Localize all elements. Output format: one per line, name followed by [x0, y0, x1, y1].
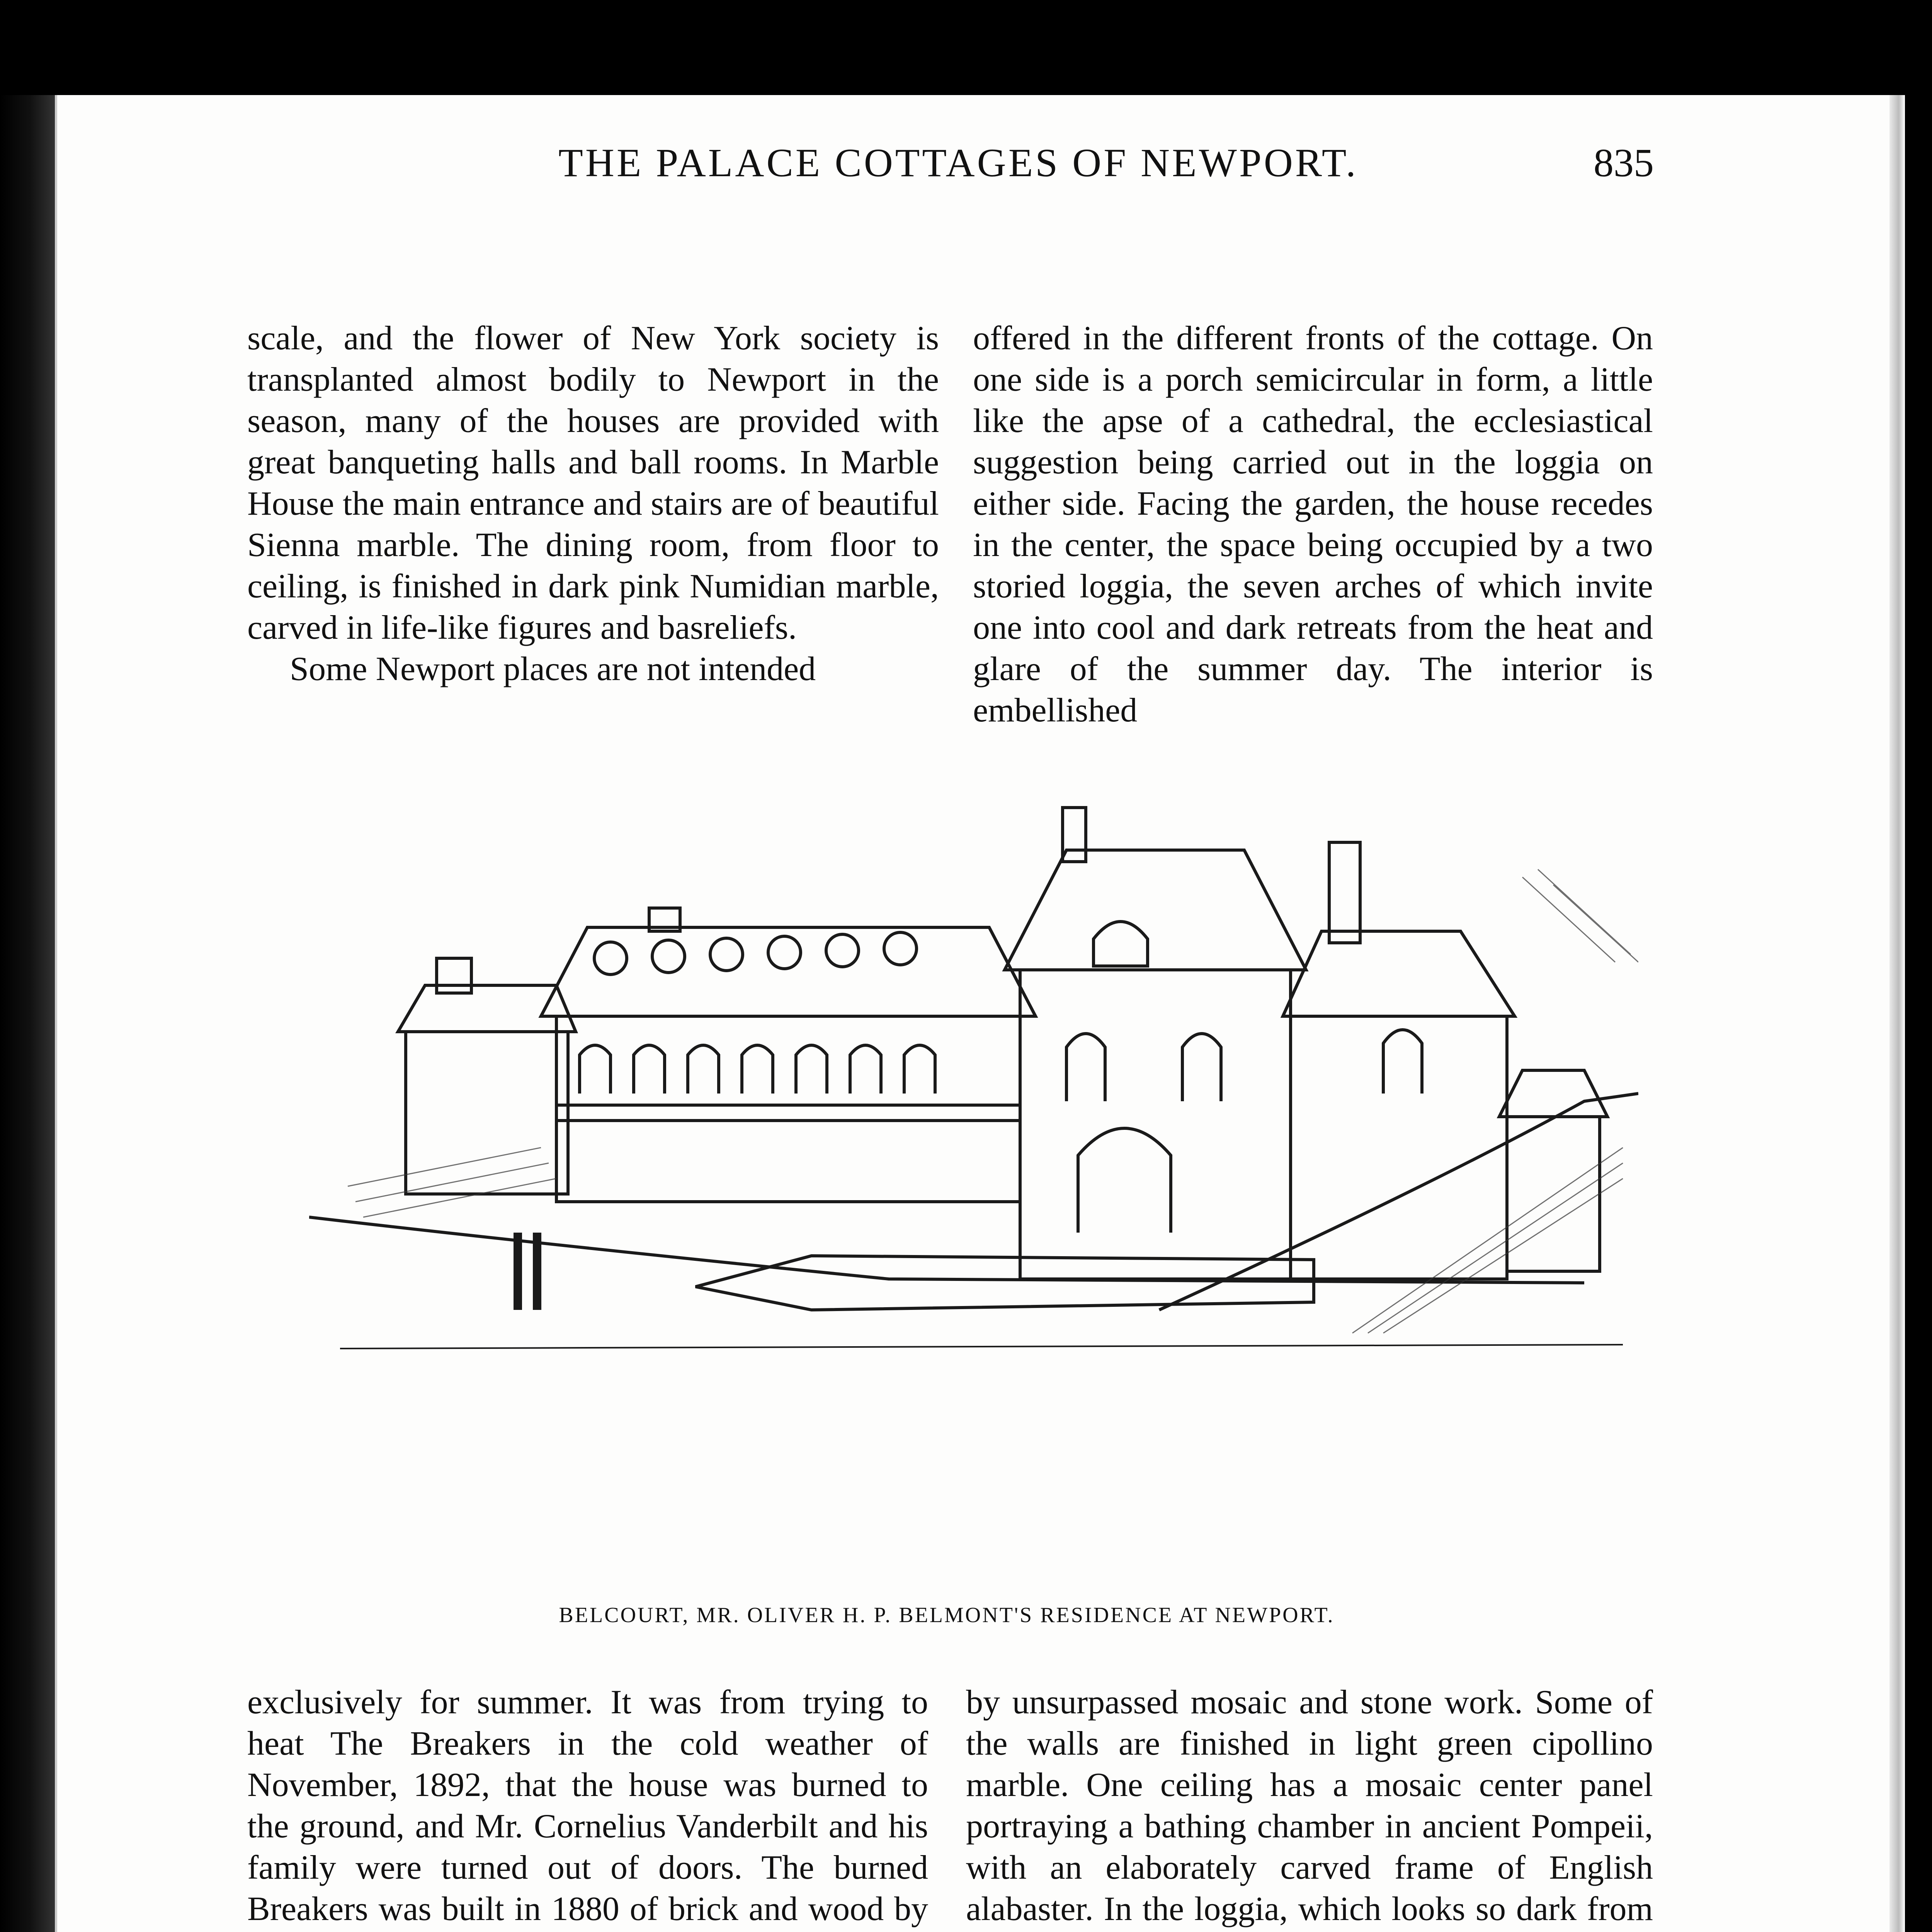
belcourt-mansion-engraving-icon	[309, 800, 1638, 1569]
page-number: 835	[1594, 141, 1654, 185]
running-title: THE PALACE COTTAGES OF NEWPORT.	[558, 141, 1358, 185]
column-top-right	[973, 318, 1653, 774]
illustration-caption: BELCOURT, MR. OLIVER H. P. BELMONT'S RESIDENCE AT NEWPORT.	[559, 1603, 1335, 1627]
paragraph: offered in the different fronts of the cottage. On one side is a porch semicircular in form, a little like the apse of a cathedral, the ecclesiastical suggestion being carried out in the loggia on either side. Facing the garden, the house recedes in the center, the space being occupied by a two storied loggia, the seven arches of which invite one into cool and dark retreats from the heat and glare of the summer day. The interior is embellished	[973, 320, 1653, 729]
column-bottom-right	[966, 1682, 1653, 1932]
running-header	[0, 136, 1932, 190]
book-spine-shadow	[0, 95, 55, 1932]
column-top-left	[247, 318, 939, 774]
page-edge	[1889, 95, 1905, 1932]
column-bottom-left	[247, 1682, 928, 1932]
paragraph: scale, and the flower of New York society is transplanted almost bodily to Newport in the season, many of the houses are provided with great banqueting halls and ball rooms. In Marble House the main entrance and stairs are of beautiful Sienna marble. The dining room, from floor to ceiling, is finished in dark pink Numidian marble, carved in life-like figures and basreliefs.	[247, 320, 939, 646]
paragraph: by unsurpassed mosaic and stone work. Some of the walls are finished in light green cipollino marble. One ceiling has a mosaic center panel portraying a bathing chamber in ancient Pompeii, with an elaborately carved frame of English alabaster. In the loggia, which looks so dark from	[966, 1684, 1653, 1928]
paragraph: Some Newport places are not intended	[290, 650, 816, 688]
paragraph: exclusively for summer. It was from trying to heat The Breakers in the cold weather of November, 1892, that the house was burned to the ground, and Mr. Cornelius Vanderbilt and his family were turned out of doors. The burned Breakers was built in 1880 of brick and wood by	[247, 1684, 928, 1928]
